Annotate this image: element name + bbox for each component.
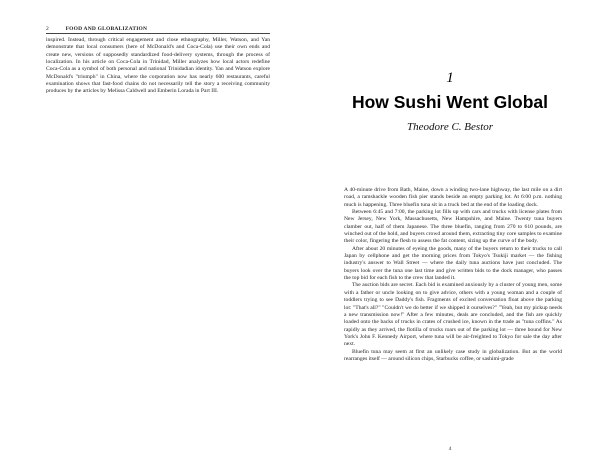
running-head-title: FOOD AND GLOBALIZATION (65, 26, 148, 32)
paragraph: After about 20 minutes of eyeing the goods, many of the buyers return to their trucks to call Japan by cellphone and get the morning prices from Tokyo's Tsukiji market — the fishing industry's answer to Wall Street — where the daily tuna auctions have just concluded. The buyers look over the tuna one last time and give written bids to the dock manager, who passes the top bid for each fish to the crew that landed it. (344, 245, 562, 282)
paragraph: Bluefin tuna may seem at first an unlikely case study in globalization. But as the world rearranges itself — around silicon chips, Starbucks coffee, or sashimi-grade (344, 348, 562, 362)
paragraph: A 40-minute drive from Bath, Maine, down a winding two-lane highway, the last mile on a dirt road, a ramshackle wooden fish pier stands beside an empty parking lot. At 6:00 p.m. nothing much is happening. Three bluefin tuna sit in a truck bed at the end of the loading dock. (344, 187, 562, 208)
chapter-title: How Sushi Went Global (351, 92, 549, 112)
left-body-text (46, 37, 270, 96)
paragraph: inspired. Instead, through critical engagement and close ethnography, Miller, Watson, and Yan demonstrate that local consumers (here of McDonald's and Coca-Cola) use their own ends and create new, versions of supposedly standardized food-delivery systems, through the process of localization. In his article on Coca-Cola in Trinidad, Miller analyzes how local actors redefine Coca-Cola as a symbol of both personal and national Trinidadian identity. Yan and Watson explore McDonald's "triumph" in China, where the corporation now has nearly 600 restaurants, careful examination shows that fast-food chains do not necessarily tell the story a receiving community produces by the articles by Melissa Caldwell and Emberin Lorada in Part III. (46, 37, 270, 95)
paragraph: Between 6:45 and 7:00, the parking lot fills up with cars and trucks with license plates from New Jersey, New York, Massachusetts, New Hampshire, and Maine. Twenty tuna buyers clamber out, half of them Japanese. The three bluefin, ranging from 270 to 610 pounds, are winched out of the hold, and buyers crowd around them, extracting tiny core samples to examine their color, fingering the flesh to assess the fat content, sizing up the curve of the body. (344, 209, 562, 245)
right-body-text (344, 187, 562, 363)
running-head (46, 26, 270, 34)
page-number-footer: 4 (448, 446, 452, 452)
chapter-number: 1 (446, 70, 454, 86)
page-number: 2 (46, 26, 49, 32)
paragraph: The auction bids are secret. Each bid is examined anxiously by a cluster of young men, some with a father or uncle looking on to give advice, others with a young woman and a couple of toddlers trying to see Daddy's fish. Fragments of excited conversation float above the parking lot: "That's all?" "Couldn't we do better if we shipped it ourselves?" "Yeah, but my pickup needs a new transmission now!" After a few minutes, deals are concluded, and the fish are quickly loaded onto the backs of trucks in crates of crushed ice, known in the trade as "tuna coffins." As rapidly as they arrived, the flotilla of trucks roars out of the parking lot — three bound for New York's John F. Kennedy Airport, where tuna will be air-freighted to Tokyo for sale the day after next. (344, 282, 562, 348)
chapter-author: Theodore C. Bestor (406, 121, 494, 133)
